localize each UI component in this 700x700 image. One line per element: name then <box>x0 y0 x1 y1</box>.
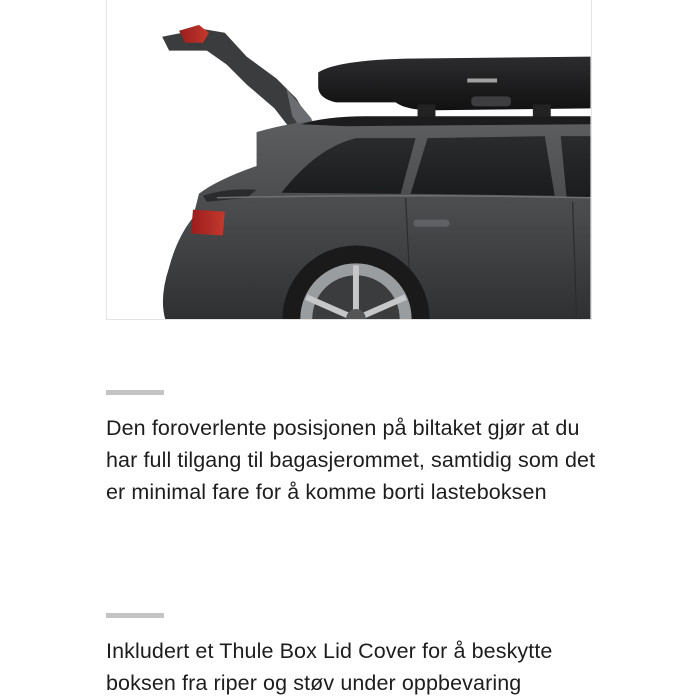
side-window <box>411 136 555 196</box>
roof-box <box>318 57 590 111</box>
tail-light <box>191 210 225 236</box>
product-image <box>106 0 592 320</box>
feature-divider <box>106 390 164 395</box>
feature-divider <box>106 613 164 618</box>
feature-text: Den foroverlente posisjonen på biltaket gjør at du har full tilgang til bagasjerommet, samtidig som det er minimal fare for å komme borti lasteboksen <box>106 416 596 504</box>
feature-text: Inkludert et Thule Box Lid Cover for å beskytte boksen fra riper og støv under oppbevaring <box>106 639 553 695</box>
car-roof-box-illustration <box>107 0 591 319</box>
tailgate <box>162 25 316 136</box>
